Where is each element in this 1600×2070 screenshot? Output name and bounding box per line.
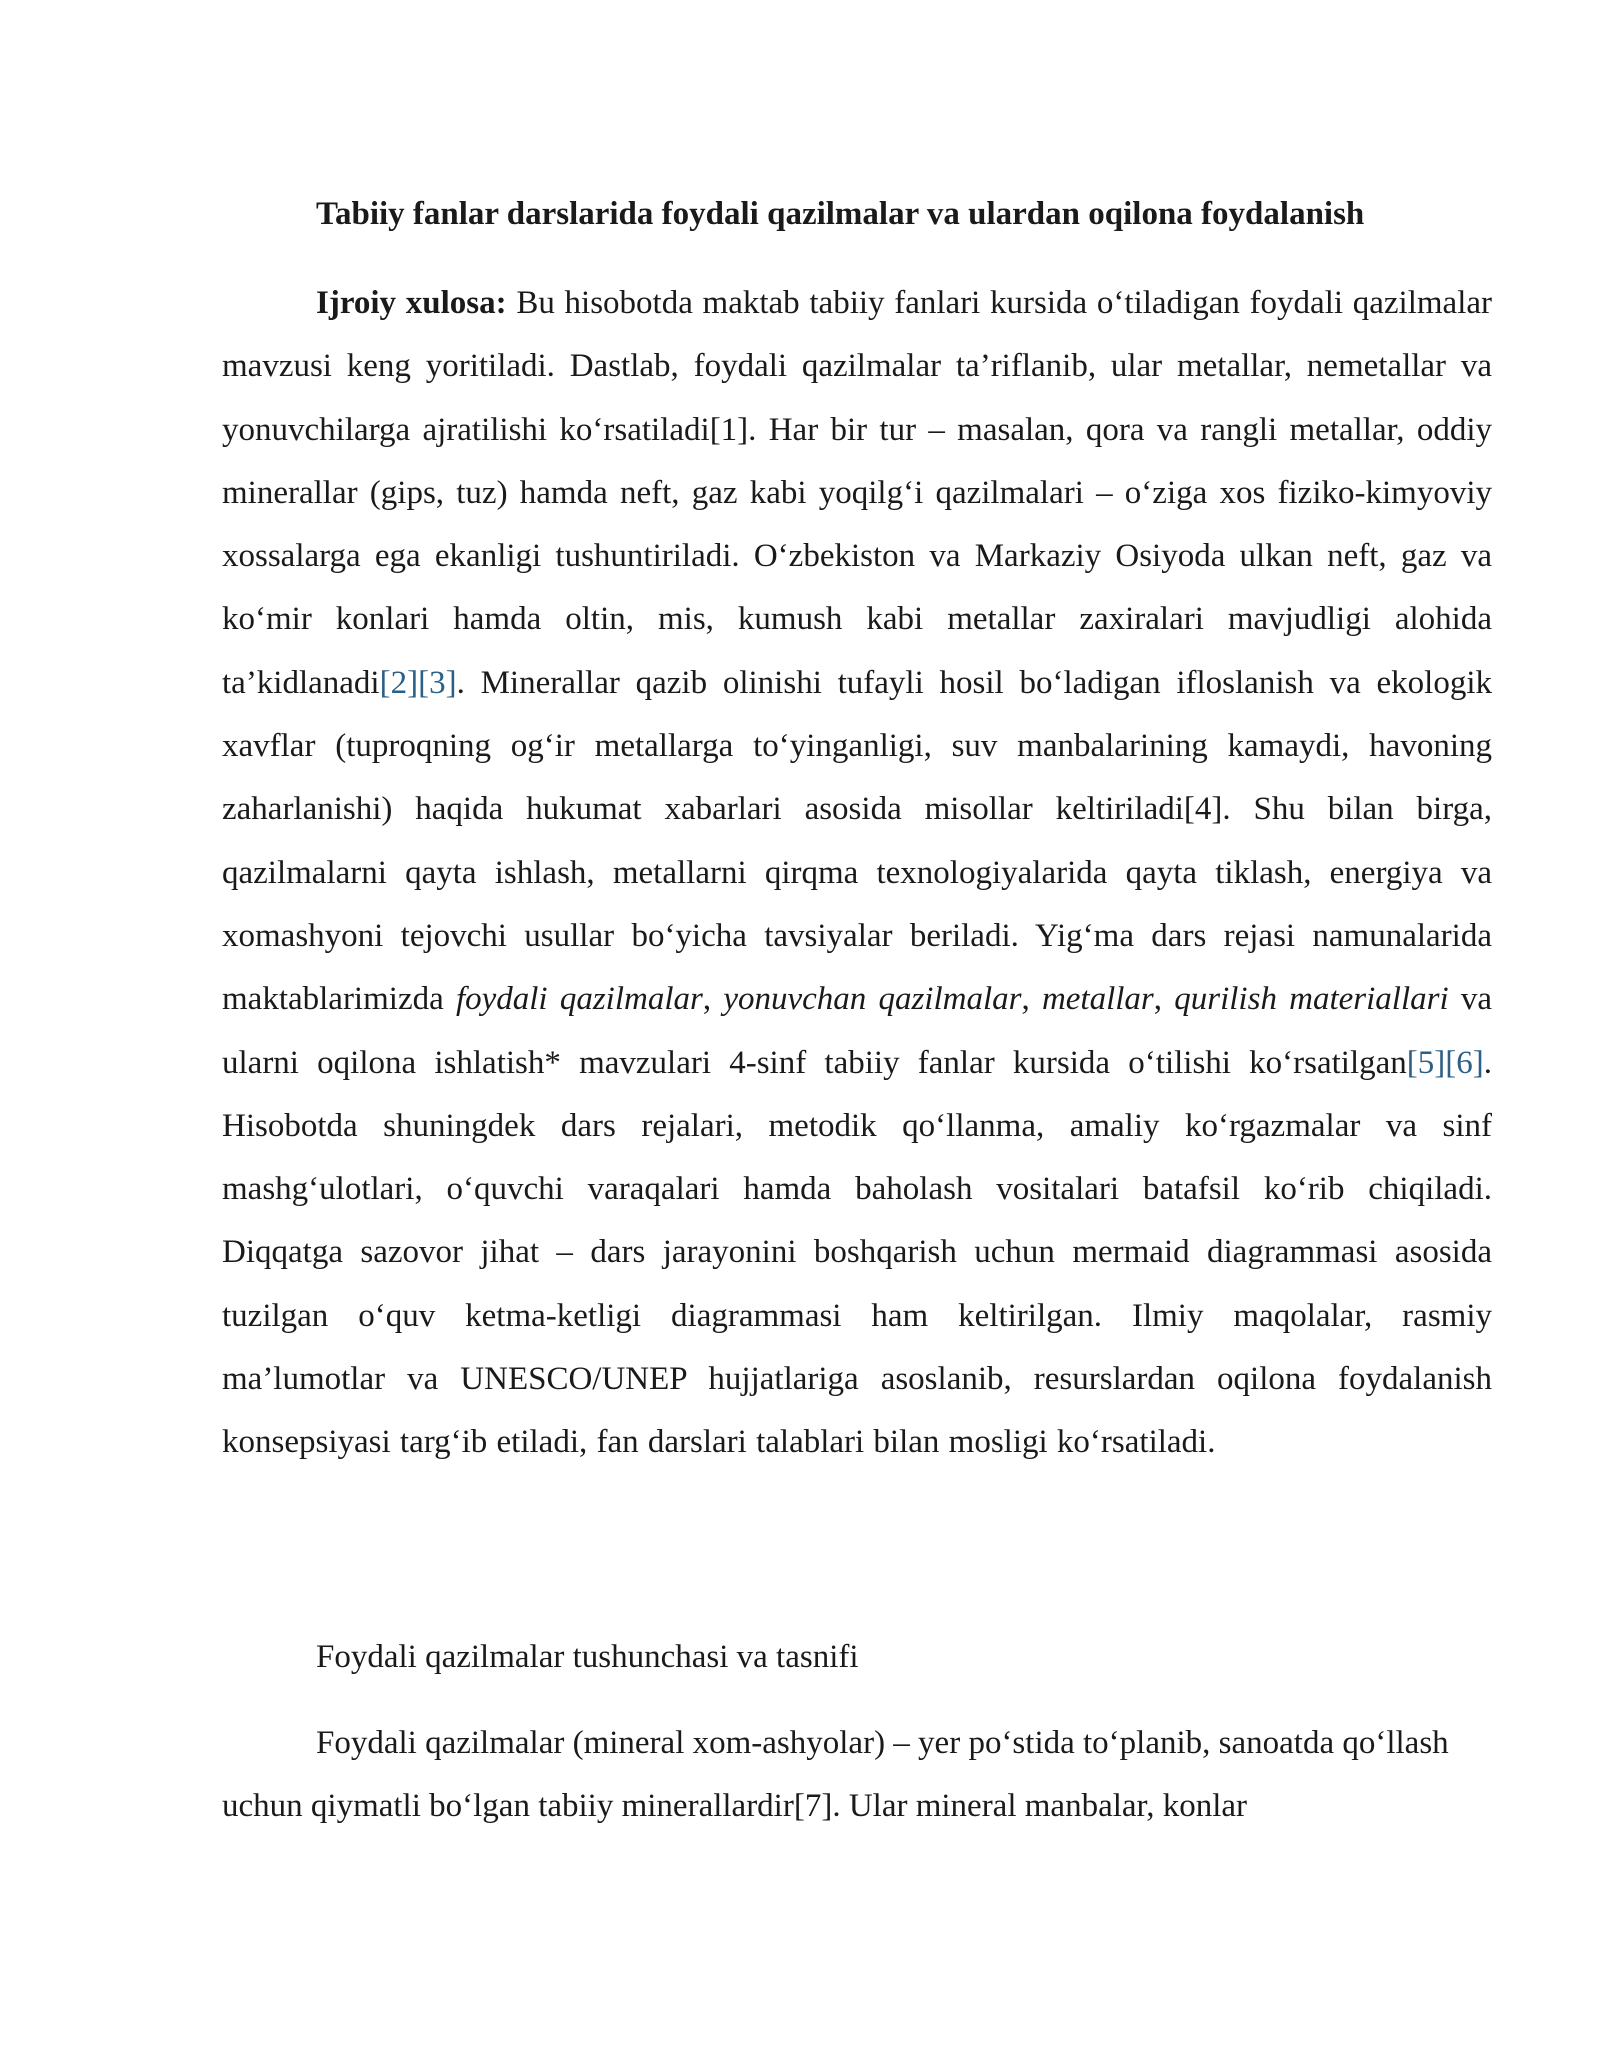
summary-text-2: . Minerallar qazib olinishi tufayli hosil boʻladigan ifloslanish va ekologik xavflar (tuproqning ogʻir metallarga toʻyinganligi, suv manbalarining kamaydi, havoning zaharlanishi) haqida hukumat xabarlari asosida misollar keltiriladi[4]. Shu bilan birga, qazilmalarni qayta ishlash, metallarni qirqma texnologiyalarida qayta tiklash, energiya va xomashyoni tejovchi usullar boʻyicha tavsiyalar beriladi. Yigʻma dars rejasi namunalarida maktablarimizda xyxy=(222,664,1492,1018)
summary-paragraph xyxy=(222,272,1492,1475)
separator-3: , xyxy=(1153,981,1175,1018)
citation-link-5-6[interactable]: [5][6] xyxy=(1406,1044,1484,1081)
separator-1: , xyxy=(702,981,724,1018)
intro-paragraph: Foydali qazilmalar (mineral xom-ashyolar) – yer poʻstida toʻplanib, sanoatda qoʻllash uchun qiymatli boʻlgan tabiiy minerallardir[7]. Ular mineral manbalar, konlar xyxy=(222,1725,1449,1825)
italic-term-qurilish-materiallari: qurilish materiallari xyxy=(1174,981,1449,1018)
summary-text-4: . Hisobotda shuningdek dars rejalari, metodik qoʻllanma, amaliy koʻrgazmalar va sinf mashgʻulotlari, oʻquvchi varaqalari hamda baholash vositalari batafsil koʻrib chiqiladi. Diqqatga sazovor jihat – dars jarayonini boshqarish uchun mermaid diagrammasi asosida tuzilgan oʻquv ketma-ketligi diagrammasi ham keltirilgan. Ilmiy maqolalar, rasmiy ma’lumotlar va UNESCO/UNEP hujjatlariga asoslanib, resurslardan oqilona foydalanish konsepsiyasi targʻib etiladi, fan darslari talablari bilan mosligi koʻrsatiladi. xyxy=(222,1044,1492,1461)
citation-link-2-3[interactable]: [2][3] xyxy=(379,664,457,701)
summary-text-1: Bu hisobotda maktab tabiiy fanlari kursida oʻtiladigan foydali qazilmalar mavzusi keng yoritiladi. Dastlab, foydali qazilmalar ta’riflanib, ular metallar, nemetallar va yonuvchilarga ajratilishi koʻrsatiladi[1]. Har bir tur – masalan, qora va rangli metallar, oddiy minerallar (gips, tuz) hamda neft, gaz kabi yoqilgʻi qazilmalari – oʻziga xos fiziko-kimyoviy xossalarga ega ekanligi tushuntiriladi. Oʻzbekiston va Markaziy Osiyoda ulkan neft, gaz va koʻmir konlari hamda oltin, mis, kumush kabi metallar zaxiralari mavjudligi alohida ta’kidlanadi xyxy=(222,285,1492,701)
executive-summary xyxy=(222,272,1492,1475)
italic-term-foydali-qazilmalar: foydali qazilmalar xyxy=(455,981,703,1018)
document-title: Tabiiy fanlar darslarida foydali qazilmalar va ulardan oqilona foydalanish xyxy=(316,196,1365,232)
section-heading: Foydali qazilmalar tushunchasi va tasnifi xyxy=(316,1639,859,1675)
section-heading-block xyxy=(222,1626,1492,1689)
italic-term-yonuvchan-qazilmalar: yonuvchan qazilmalar xyxy=(723,981,1022,1018)
intro-block xyxy=(222,1712,1492,1839)
summary-text-3: va ularni oqilona ishlatish* mavzulari 4-sinf tabiiy fanlar kursida oʻtilishi koʻrsatilgan xyxy=(222,981,1493,1081)
italic-term-metallar: metallar xyxy=(1041,981,1154,1018)
separator-2: , xyxy=(1021,981,1042,1018)
summary-label: Ijroiy xulosa: xyxy=(316,285,507,321)
